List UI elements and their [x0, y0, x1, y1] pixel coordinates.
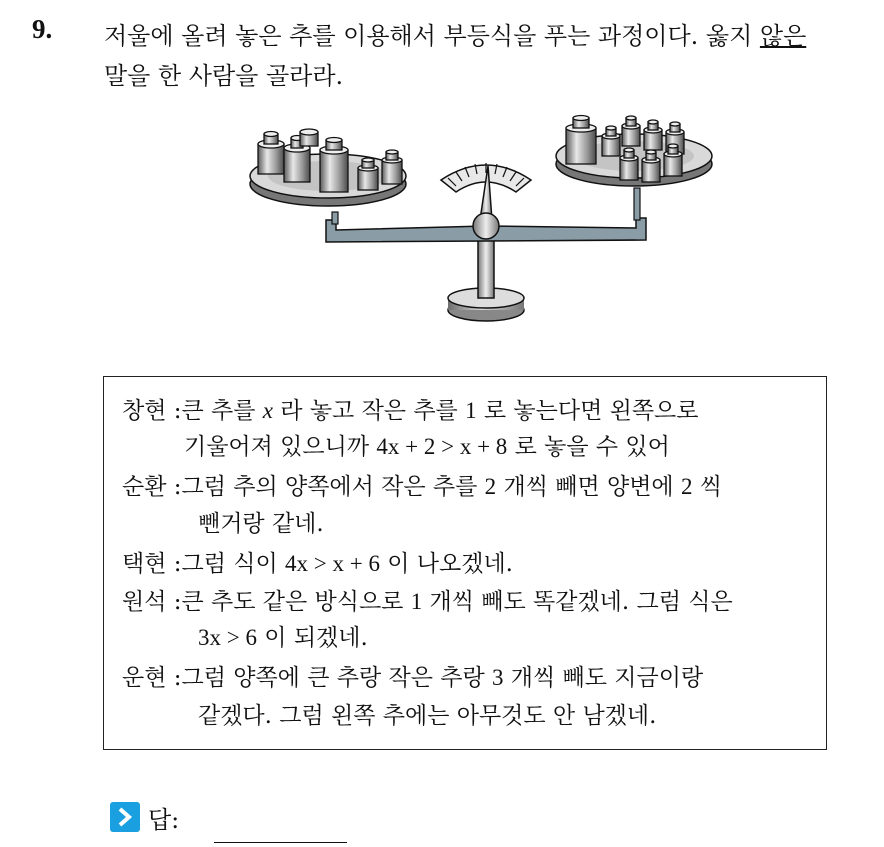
question-text-end: 말을 한 사람을 골라라. — [104, 62, 344, 90]
statement-sunhwan-line2: 뺀거랑 같네. — [198, 511, 324, 537]
answer-blank[interactable] — [214, 842, 347, 843]
balance-scale-illustration — [236, 112, 736, 332]
right-arrow-icon — [110, 802, 140, 832]
statement-changhyeon-line1: 창현 :큰 추를 x 라 놓고 작은 추를 1 로 놓는다면 왼쪽으로 — [122, 398, 699, 424]
statement-unhyeon-line1: 운현 :그럼 양쪽에 큰 추랑 작은 추랑 3 개씩 빼도 지금이랑 — [122, 665, 704, 691]
question-text-main: 저울에 올려 놓은 추를 이용해서 부등식을 푸는 과정이다. 옳지 — [104, 22, 760, 50]
question-number: 9. — [32, 14, 53, 44]
speaker-name: 창현 : — [122, 398, 182, 424]
statement-changhyeon-line2: 기울어져 있으니까 4x + 2 > x + 8 로 놓을 수 있어 — [184, 434, 670, 460]
statement-sunhwan-line1: 순환 :그럼 추의 양쪽에서 작은 추를 2 개씩 빼면 양변에 2 씩 — [122, 474, 722, 500]
answer-label: 답: — [148, 805, 180, 834]
statement-taekhyeon: 택현 :그럼 식이 4x > x + 6 이 나오겠네. — [122, 551, 513, 577]
statement-wonseok-line1: 원석 :큰 추도 같은 방식으로 1 개씩 빼도 똑같겠네. 그럼 식은 — [122, 589, 733, 615]
scale-base — [448, 232, 524, 321]
speaker-name: 운현 : — [122, 665, 182, 691]
statements-box — [103, 376, 827, 750]
speaker-name: 순환 : — [122, 474, 182, 500]
speaker-name: 원석 : — [122, 589, 182, 615]
question-text — [104, 16, 864, 96]
speaker-name: 택현 : — [122, 551, 182, 577]
statement-unhyeon-line2: 같겠다. 그럼 왼쪽 추에는 아무것도 안 남겠네. — [198, 703, 657, 729]
question-emphasis: 않은 — [759, 22, 807, 50]
statement-wonseok-line2: 3x > 6 이 되겠네. — [198, 625, 368, 651]
answer-area — [110, 800, 179, 834]
